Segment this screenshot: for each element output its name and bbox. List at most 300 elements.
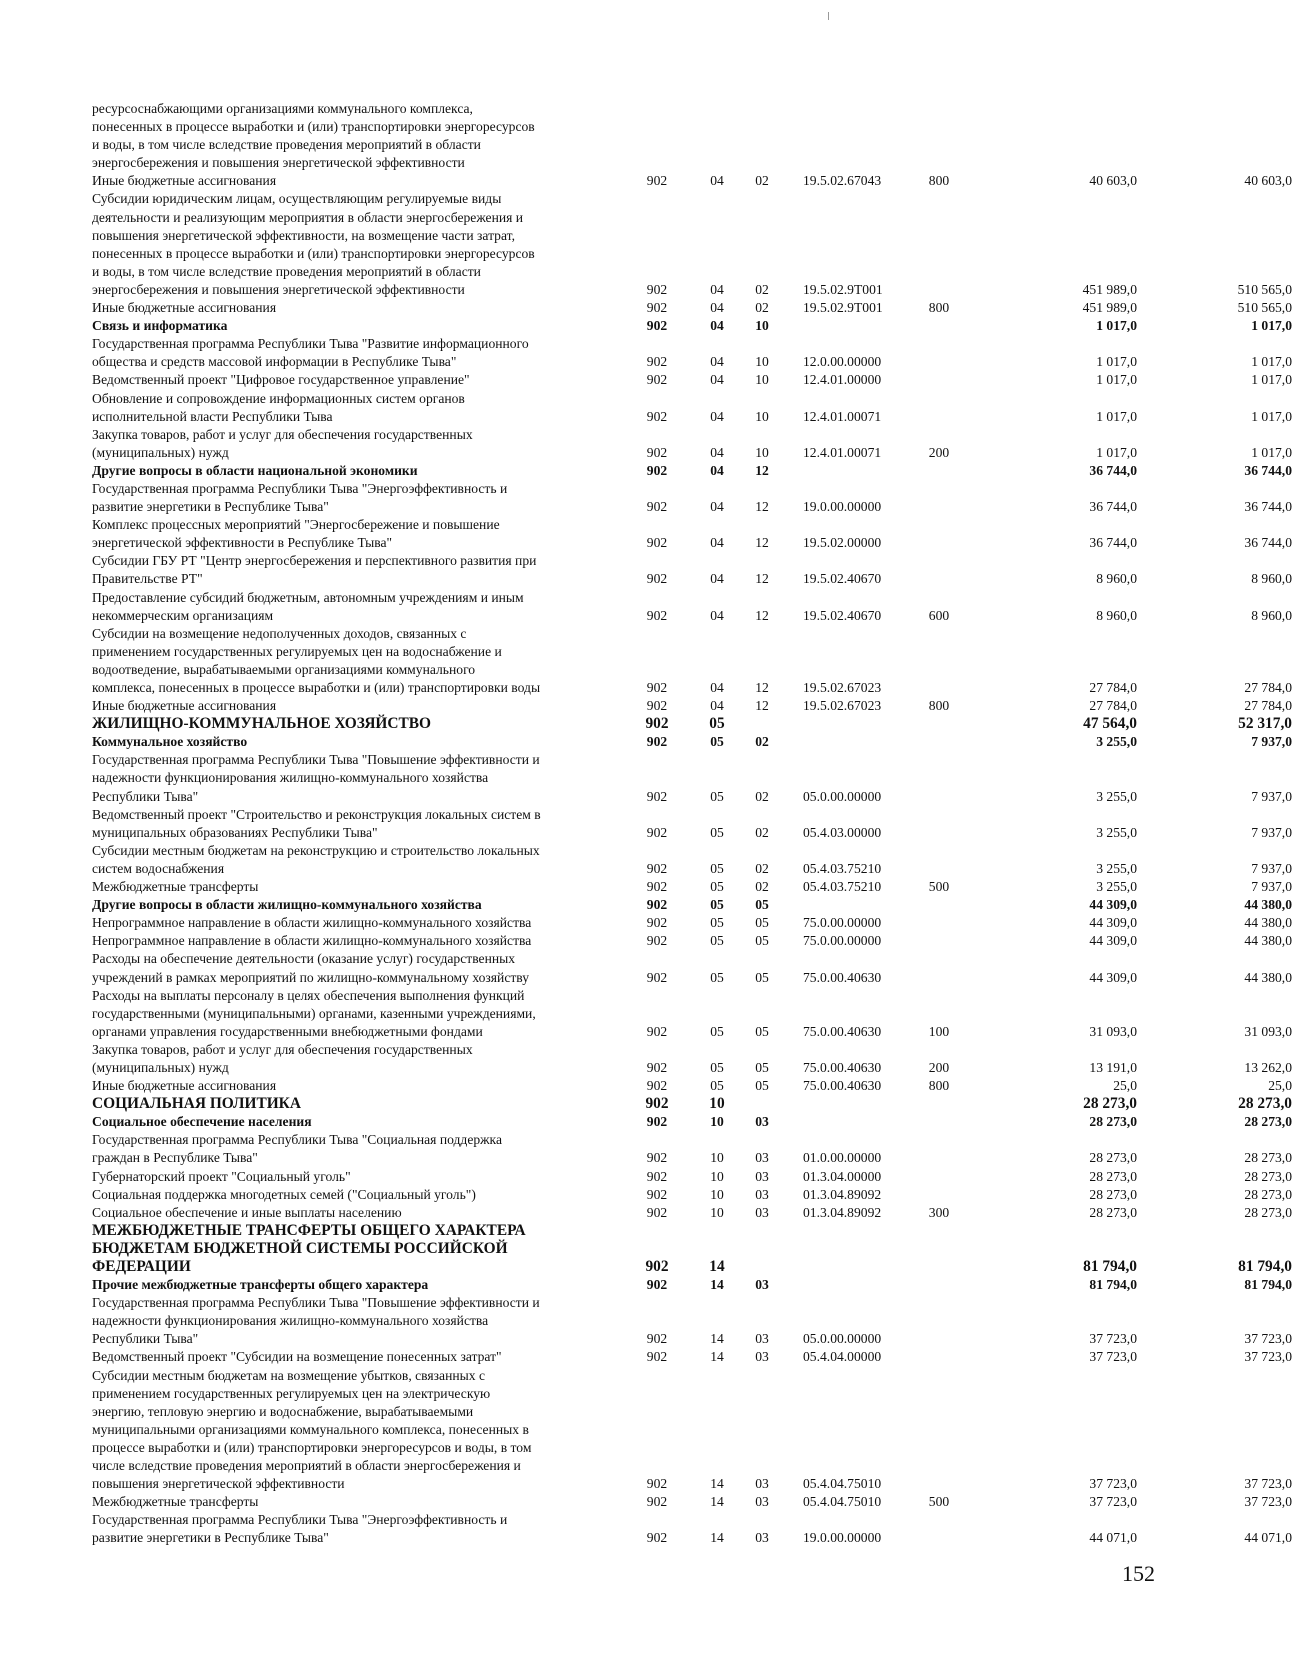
table-row xyxy=(92,932,1292,950)
row-name: Прочие межбюджетные трансферты общего характера xyxy=(92,1277,429,1293)
cell-sum-year-2: 25,0 xyxy=(1268,1078,1292,1094)
cell-sum-year-1: 37 723,0 xyxy=(1089,1349,1137,1365)
row-name: ресурсоснабжающими организациями коммунального комплекса, понесенных в процессе выработки и (или) транспортировки энергоресурсов и воды, в том числе вследствие проведения мероприятий в области энергосбережения и повышения энергетической эффективности xyxy=(92,101,535,171)
cell-target-article: 05.4.04.75010 xyxy=(803,1494,882,1510)
cell-razdel: 05 xyxy=(710,824,724,840)
cell-expense-type: 600 xyxy=(928,607,950,623)
table-row xyxy=(92,1131,1292,1167)
cell-podrazdel: 05 xyxy=(755,1059,769,1075)
cell-sum-year-1: 28 273,0 xyxy=(1089,1114,1137,1130)
cell-razdel: 04 xyxy=(710,462,724,478)
table-row xyxy=(92,1204,1292,1222)
row-name: Иные бюджетные ассигнования xyxy=(92,1078,277,1094)
cell-expense-type: 200 xyxy=(928,444,950,460)
cell-sum-year-1: 44 071,0 xyxy=(1089,1530,1137,1546)
row-name: МЕЖБЮДЖЕТНЫЕ ТРАНСФЕРТЫ ОБЩЕГО ХАРАКТЕРА БЮДЖЕТАМ БЮДЖЕТНОЙ СИСТЕМЫ РОССИЙСКОЙ ФЕДЕРАЦИИ xyxy=(92,1221,526,1275)
cell-razdel: 05 xyxy=(710,969,724,985)
cell-ved: 902 xyxy=(646,535,668,551)
table-row xyxy=(92,426,1292,462)
cell-sum-year-2: 52 317,0 xyxy=(1238,715,1292,733)
cell-sum-year-2: 81 794,0 xyxy=(1238,1258,1292,1275)
cell-sum-year-2: 27 784,0 xyxy=(1244,698,1292,714)
table-row xyxy=(92,1221,1292,1276)
cell-ved: 902 xyxy=(646,1277,668,1293)
cell-podrazdel: 12 xyxy=(755,680,769,695)
cell-sum-year-1: 25,0 xyxy=(1113,1078,1137,1094)
cell-razdel: 04 xyxy=(710,173,724,189)
table-row xyxy=(92,299,1292,317)
table-row xyxy=(92,878,1292,896)
cell-podrazdel: 03 xyxy=(755,1204,769,1220)
scan-mark xyxy=(828,12,829,20)
cell-sum-year-2: 1 017,0 xyxy=(1251,318,1292,334)
cell-target-article: 75.0.00.40630 xyxy=(803,1023,882,1039)
cell-podrazdel: 02 xyxy=(755,824,769,840)
table-row xyxy=(92,987,1292,1041)
table-row xyxy=(92,335,1292,371)
row-name: СОЦИАЛЬНАЯ ПОЛИТИКА xyxy=(92,1095,301,1113)
table-row xyxy=(92,480,1292,516)
cell-razdel: 05 xyxy=(710,897,724,913)
table-row xyxy=(92,1095,1292,1113)
cell-razdel: 05 xyxy=(710,915,724,931)
cell-sum-year-2: 8 960,0 xyxy=(1251,571,1292,587)
cell-sum-year-1: 28 273,0 xyxy=(1089,1168,1137,1184)
cell-target-article: 19.0.00.00000 xyxy=(803,499,882,515)
cell-ved: 902 xyxy=(646,897,668,913)
table-row xyxy=(92,462,1292,480)
cell-sum-year-1: 47 564,0 xyxy=(1083,715,1137,733)
row-name: Предоставление субсидий бюджетным, автономным учреждениям и иным некоммерческим организациям xyxy=(92,589,524,623)
row-name: Межбюджетные трансферты xyxy=(92,879,259,895)
cell-sum-year-1: 36 744,0 xyxy=(1089,499,1137,515)
cell-target-article: 19.5.02.00000 xyxy=(803,535,882,551)
cell-ved: 902 xyxy=(645,715,669,733)
cell-target-article: 12.4.01.00071 xyxy=(803,444,882,460)
row-name: Социальная поддержка многодетных семей ("Социальный уголь") xyxy=(92,1186,476,1202)
table-row xyxy=(92,589,1292,625)
cell-ved: 902 xyxy=(646,300,668,316)
cell-razdel: 04 xyxy=(710,607,724,623)
row-name: Коммунальное хозяйство xyxy=(92,734,248,750)
cell-podrazdel: 03 xyxy=(755,1476,769,1492)
cell-sum-year-1: 1 017,0 xyxy=(1096,444,1137,460)
cell-target-article: 12.0.00.00000 xyxy=(803,354,882,370)
cell-podrazdel: 03 xyxy=(755,1186,769,1202)
row-name: Иные бюджетные ассигнования xyxy=(92,698,277,714)
cell-target-article: 75.0.00.40630 xyxy=(803,1078,882,1094)
cell-sum-year-1: 1 017,0 xyxy=(1096,408,1137,424)
cell-razdel: 14 xyxy=(710,1530,724,1546)
row-name: Губернаторский проект "Социальный уголь" xyxy=(92,1168,351,1184)
cell-ved: 902 xyxy=(646,969,668,985)
cell-sum-year-1: 81 794,0 xyxy=(1089,1277,1137,1293)
cell-ved: 902 xyxy=(646,860,668,876)
cell-ved: 902 xyxy=(646,607,668,623)
cell-ved: 902 xyxy=(646,1168,668,1184)
table-row xyxy=(92,751,1292,805)
cell-ved: 902 xyxy=(646,680,668,695)
cell-target-article: 01.3.04.89092 xyxy=(803,1204,882,1220)
cell-razdel: 05 xyxy=(710,734,724,750)
cell-sum-year-2: 28 273,0 xyxy=(1244,1168,1292,1184)
row-name: Социальное обеспечение и иные выплаты населению xyxy=(92,1204,402,1220)
cell-sum-year-2: 510 565,0 xyxy=(1237,281,1292,297)
row-name: Ведомственный проект "Строительство и реконструкция локальных систем в муниципальных образованиях Республики Тыва" xyxy=(92,806,541,840)
cell-ved: 902 xyxy=(646,354,668,370)
row-name: Комплекс процессных мероприятий "Энергосбережение и повышение энергетической эффективности в Республике Тыва" xyxy=(92,517,500,551)
row-name: Государственная программа Республики Тыва "Развитие информационного общества и средств массовой информации в Республике Тыва" xyxy=(92,336,529,370)
row-name: Социальное обеспечение населения xyxy=(92,1114,312,1130)
table-row xyxy=(92,100,1177,172)
cell-podrazdel: 10 xyxy=(755,372,769,388)
cell-podrazdel: 10 xyxy=(755,408,769,424)
cell-ved: 902 xyxy=(646,1494,668,1510)
cell-sum-year-2: 37 723,0 xyxy=(1244,1331,1292,1347)
cell-target-article: 19.5.02.67023 xyxy=(803,698,882,714)
cell-sum-year-1: 3 255,0 xyxy=(1096,824,1137,840)
cell-target-article: 19.5.02.67023 xyxy=(803,680,882,695)
cell-ved: 902 xyxy=(646,1023,668,1039)
cell-razdel: 14 xyxy=(710,1349,724,1365)
cell-podrazdel: 03 xyxy=(755,1530,769,1546)
cell-podrazdel: 02 xyxy=(755,860,769,876)
table-row xyxy=(92,1367,1292,1494)
table-row xyxy=(92,733,1292,751)
cell-sum-year-2: 28 273,0 xyxy=(1244,1204,1292,1220)
cell-sum-year-2: 7 937,0 xyxy=(1251,788,1292,804)
cell-sum-year-1: 1 017,0 xyxy=(1096,372,1137,388)
cell-podrazdel: 02 xyxy=(755,879,769,895)
cell-sum-year-2: 7 937,0 xyxy=(1251,734,1292,750)
table-row xyxy=(92,625,1292,697)
cell-podrazdel: 05 xyxy=(755,915,769,931)
cell-podrazdel: 10 xyxy=(755,318,769,334)
cell-sum-year-2: 1 017,0 xyxy=(1251,408,1292,424)
row-name: Межбюджетные трансферты xyxy=(92,1494,259,1510)
cell-sum-year-1: 81 794,0 xyxy=(1083,1258,1137,1275)
cell-podrazdel: 12 xyxy=(755,462,769,478)
page-number: 152 xyxy=(1122,1561,1155,1586)
cell-podrazdel: 05 xyxy=(755,1023,769,1039)
table-row xyxy=(92,1276,1292,1294)
cell-sum-year-1: 37 723,0 xyxy=(1089,1494,1137,1510)
cell-target-article: 12.4.01.00000 xyxy=(803,372,882,388)
cell-sum-year-2: 44 380,0 xyxy=(1244,969,1292,985)
row-name: Субсидии местным бюджетам на реконструкцию и строительство локальных систем водоснабжения xyxy=(92,842,540,876)
cell-razdel: 10 xyxy=(710,1150,724,1166)
cell-sum-year-1: 451 989,0 xyxy=(1082,281,1137,297)
cell-podrazdel: 02 xyxy=(755,734,769,750)
cell-podrazdel: 10 xyxy=(755,444,769,460)
cell-expense-type: 300 xyxy=(928,1204,950,1220)
cell-razdel: 04 xyxy=(710,281,724,297)
cell-razdel: 14 xyxy=(710,1331,724,1347)
cell-razdel: 05 xyxy=(710,1059,724,1075)
cell-ved: 902 xyxy=(646,1150,668,1166)
cell-podrazdel: 12 xyxy=(755,571,769,587)
cell-ved: 902 xyxy=(646,933,668,949)
cell-razdel: 14 xyxy=(710,1494,724,1510)
cell-podrazdel: 03 xyxy=(755,1494,769,1510)
cell-ved: 902 xyxy=(646,281,668,297)
cell-sum-year-1: 1 017,0 xyxy=(1096,318,1137,334)
cell-expense-type: 500 xyxy=(928,1494,950,1510)
cell-podrazdel: 02 xyxy=(755,300,769,316)
table-row xyxy=(92,950,1292,986)
table-row xyxy=(92,1493,1292,1511)
cell-sum-year-1: 36 744,0 xyxy=(1089,462,1137,478)
cell-sum-year-2: 1 017,0 xyxy=(1251,444,1292,460)
cell-ved: 902 xyxy=(646,1530,668,1546)
cell-sum-year-2: 28 273,0 xyxy=(1244,1150,1292,1166)
cell-sum-year-2: 36 744,0 xyxy=(1244,499,1292,515)
cell-sum-year-1: 37 723,0 xyxy=(1089,1331,1137,1347)
cell-sum-year-1: 44 309,0 xyxy=(1089,969,1137,985)
cell-razdel: 14 xyxy=(709,1258,725,1275)
row-name: Государственная программа Республики Тыва "Социальная поддержка граждан в Республике Тыва" xyxy=(92,1132,502,1166)
cell-razdel: 04 xyxy=(710,318,724,334)
cell-sum-year-1: 451 989,0 xyxy=(1082,300,1137,316)
table-row xyxy=(92,914,1292,932)
cell-sum-year-2: 7 937,0 xyxy=(1251,824,1292,840)
row-name: Государственная программа Республики Тыва "Повышение эффективности и надежности функционирования жилищно-коммунального хозяйства Республики Тыва" xyxy=(92,752,540,804)
cell-podrazdel: 05 xyxy=(755,933,769,949)
cell-ved: 902 xyxy=(646,1114,668,1130)
cell-podrazdel: 02 xyxy=(755,173,769,189)
cell-ved: 902 xyxy=(646,173,668,189)
cell-ved: 902 xyxy=(646,1204,668,1220)
cell-razdel: 10 xyxy=(710,1204,724,1220)
cell-target-article: 01.0.00.00000 xyxy=(803,1150,882,1166)
cell-expense-type: 800 xyxy=(928,173,950,189)
cell-target-article: 19.0.00.00000 xyxy=(803,1530,882,1546)
cell-podrazdel: 03 xyxy=(755,1349,769,1365)
cell-podrazdel: 10 xyxy=(755,354,769,370)
cell-sum-year-1: 3 255,0 xyxy=(1096,734,1137,750)
cell-sum-year-2: 31 093,0 xyxy=(1244,1023,1292,1039)
cell-sum-year-1: 1 017,0 xyxy=(1096,354,1137,370)
cell-target-article: 19.5.02.40670 xyxy=(803,607,882,623)
cell-podrazdel: 05 xyxy=(755,1078,769,1094)
cell-sum-year-2: 28 273,0 xyxy=(1244,1114,1292,1130)
cell-sum-year-1: 44 309,0 xyxy=(1089,915,1137,931)
cell-expense-type: 800 xyxy=(928,1078,950,1094)
row-name: Другие вопросы в области национальной экономики xyxy=(92,462,418,478)
cell-razdel: 05 xyxy=(710,860,724,876)
cell-sum-year-1: 27 784,0 xyxy=(1089,680,1137,695)
table-row xyxy=(92,715,1292,733)
cell-sum-year-1: 36 744,0 xyxy=(1089,535,1137,551)
row-name: Субсидии ГБУ РТ "Центр энергосбережения и перспективного развития при Правительстве РТ" xyxy=(92,553,537,587)
table-row xyxy=(92,371,1292,389)
cell-razdel: 05 xyxy=(710,933,724,949)
row-name: Закупка товаров, работ и услуг для обеспечения государственных (муниципальных) нужд xyxy=(92,1041,473,1075)
cell-sum-year-2: 37 723,0 xyxy=(1244,1476,1292,1492)
cell-ved: 902 xyxy=(646,734,668,750)
table-row xyxy=(92,172,1292,190)
cell-ved: 902 xyxy=(646,1078,668,1094)
cell-ved: 902 xyxy=(646,444,668,460)
cell-sum-year-1: 3 255,0 xyxy=(1096,788,1137,804)
cell-ved: 902 xyxy=(645,1095,669,1113)
row-name: Расходы на выплаты персоналу в целях обеспечения выполнения функций государственными (муниципальными) органами, казенными учреждениями, органами управления государственными внебюджетными фондами xyxy=(92,987,536,1039)
row-name: Субсидии юридическим лицам, осуществляющим регулируемые виды деятельности и реализующим мероприятия в области энергосбережения и повышения энергетической эффективности, на возмещение части затрат, понесенных в процессе выработки и (или) транспортировки энергоресурсов и воды, в том числе вследствие проведения мероприятий в области энергосбережения и повышения энергетической эффективности xyxy=(92,191,535,297)
cell-podrazdel: 12 xyxy=(755,499,769,515)
cell-razdel: 04 xyxy=(710,680,724,695)
cell-podrazdel: 02 xyxy=(755,281,769,297)
cell-sum-year-2: 36 744,0 xyxy=(1244,462,1292,478)
table-row xyxy=(92,697,1292,715)
cell-sum-year-2: 44 380,0 xyxy=(1244,897,1292,913)
cell-razdel: 04 xyxy=(710,571,724,587)
cell-podrazdel: 03 xyxy=(755,1150,769,1166)
budget-table xyxy=(92,100,1292,1548)
cell-sum-year-1: 37 723,0 xyxy=(1089,1476,1137,1492)
cell-sum-year-1: 31 093,0 xyxy=(1089,1023,1137,1039)
cell-razdel: 14 xyxy=(710,1476,724,1492)
cell-expense-type: 200 xyxy=(928,1059,950,1075)
cell-razdel: 10 xyxy=(710,1168,724,1184)
cell-target-article: 12.4.01.00071 xyxy=(803,408,882,424)
row-name: Непрограммное направление в области жилищно-коммунального хозяйства xyxy=(92,915,532,931)
table-row xyxy=(92,1348,1292,1366)
cell-target-article: 01.3.04.00000 xyxy=(803,1168,882,1184)
cell-podrazdel: 03 xyxy=(755,1277,769,1293)
table-row xyxy=(92,1168,1292,1186)
cell-sum-year-2: 1 017,0 xyxy=(1251,372,1292,388)
cell-ved: 902 xyxy=(646,1186,668,1202)
cell-target-article: 05.4.04.00000 xyxy=(803,1349,882,1365)
cell-podrazdel: 12 xyxy=(755,698,769,714)
row-name: ЖИЛИЩНО-КОММУНАЛЬНОЕ ХОЗЯЙСТВО xyxy=(92,715,432,733)
row-name: Иные бюджетные ассигнования xyxy=(92,300,277,316)
row-name: Субсидии местным бюджетам на возмещение убытков, связанных с применением государственных регулируемых цен на электрическую энергию, тепловую энергию и водоснабжение, вырабатываемыми муниципальными организациями коммунального комплекса, понесенных в процессе выработки и (или) транспортировки энергоресурсов и воды, в том числе вследствие проведения мероприятий в области энергосбережения и повышения энергетической эффективности xyxy=(92,1367,532,1492)
cell-razdel: 04 xyxy=(710,535,724,551)
cell-razdel: 10 xyxy=(709,1095,725,1113)
cell-sum-year-1: 44 309,0 xyxy=(1089,933,1137,949)
table-row xyxy=(92,1077,1292,1095)
cell-target-article: 05.0.00.00000 xyxy=(803,1331,882,1347)
cell-ved: 902 xyxy=(646,499,668,515)
cell-ved: 902 xyxy=(646,824,668,840)
cell-target-article: 75.0.00.40630 xyxy=(803,1059,882,1075)
cell-sum-year-1: 28 273,0 xyxy=(1089,1204,1137,1220)
row-name: Ведомственный проект "Цифровое государственное управление" xyxy=(92,372,470,388)
cell-sum-year-2: 44 071,0 xyxy=(1244,1530,1292,1546)
cell-ved: 902 xyxy=(646,1059,668,1075)
cell-expense-type: 100 xyxy=(928,1023,950,1039)
cell-target-article: 05.4.03.00000 xyxy=(803,824,882,840)
table-row xyxy=(92,516,1292,552)
cell-target-article: 19.5.02.9Т001 xyxy=(803,300,883,316)
cell-target-article: 75.0.00.00000 xyxy=(803,915,882,931)
cell-expense-type: 800 xyxy=(928,300,950,316)
cell-sum-year-1: 8 960,0 xyxy=(1096,571,1137,587)
row-name: Обновление и сопровождение информационных систем органов исполнительной власти Республики Тыва xyxy=(92,390,465,424)
cell-ved: 902 xyxy=(646,698,668,714)
cell-razdel: 05 xyxy=(709,715,725,733)
table-row xyxy=(92,552,1292,588)
cell-sum-year-1: 8 960,0 xyxy=(1096,607,1137,623)
cell-razdel: 04 xyxy=(710,354,724,370)
cell-ved: 902 xyxy=(646,1331,668,1347)
table-row xyxy=(92,317,1292,335)
cell-ved: 902 xyxy=(646,372,668,388)
cell-sum-year-1: 44 309,0 xyxy=(1089,897,1137,913)
cell-expense-type: 800 xyxy=(928,698,950,714)
cell-sum-year-1: 28 273,0 xyxy=(1089,1150,1137,1166)
cell-target-article: 19.5.02.9Т001 xyxy=(803,281,883,297)
cell-sum-year-2: 81 794,0 xyxy=(1244,1277,1292,1293)
cell-sum-year-2: 13 262,0 xyxy=(1244,1059,1292,1075)
cell-razdel: 04 xyxy=(710,499,724,515)
row-name: Расходы на обеспечение деятельности (оказание услуг) государственных учреждений в рамках мероприятий по жилищно-коммунальному хозяйству xyxy=(92,951,530,985)
cell-ved: 902 xyxy=(646,915,668,931)
cell-sum-year-1: 13 191,0 xyxy=(1089,1059,1137,1075)
cell-podrazdel: 05 xyxy=(755,897,769,913)
cell-ved: 902 xyxy=(646,318,668,334)
cell-sum-year-2: 8 960,0 xyxy=(1251,607,1292,623)
cell-podrazdel: 03 xyxy=(755,1168,769,1184)
cell-target-article: 05.4.04.75010 xyxy=(803,1476,882,1492)
cell-sum-year-2: 44 380,0 xyxy=(1244,915,1292,931)
table-row xyxy=(92,842,1292,878)
cell-ved: 902 xyxy=(646,408,668,424)
cell-podrazdel: 12 xyxy=(755,607,769,623)
cell-sum-year-2: 510 565,0 xyxy=(1237,300,1292,316)
cell-ved: 902 xyxy=(646,788,668,804)
table-row xyxy=(92,1041,1292,1077)
cell-razdel: 04 xyxy=(710,444,724,460)
table-row xyxy=(92,806,1292,842)
cell-sum-year-1: 3 255,0 xyxy=(1096,879,1137,895)
row-name: Другие вопросы в области жилищно-коммунального хозяйства xyxy=(92,897,482,913)
cell-sum-year-1: 40 603,0 xyxy=(1089,173,1137,189)
cell-podrazdel: 03 xyxy=(755,1331,769,1347)
cell-target-article: 19.5.02.67043 xyxy=(803,173,882,189)
cell-ved: 902 xyxy=(645,1258,669,1275)
row-name: Государственная программа Республики Тыва "Повышение эффективности и надежности функционирования жилищно-коммунального хозяйства Республики Тыва" xyxy=(92,1295,540,1347)
cell-razdel: 05 xyxy=(710,788,724,804)
cell-razdel: 05 xyxy=(710,1078,724,1094)
cell-sum-year-2: 1 017,0 xyxy=(1251,354,1292,370)
cell-podrazdel: 02 xyxy=(755,788,769,804)
row-name: Непрограммное направление в области жилищно-коммунального хозяйства xyxy=(92,933,532,949)
cell-sum-year-2: 7 937,0 xyxy=(1251,879,1292,895)
table-row xyxy=(92,1186,1292,1204)
cell-sum-year-2: 28 273,0 xyxy=(1244,1186,1292,1202)
row-name: Связь и информатика xyxy=(92,318,228,334)
cell-ved: 902 xyxy=(646,1349,668,1365)
cell-podrazdel: 12 xyxy=(755,535,769,551)
cell-ved: 902 xyxy=(646,571,668,587)
cell-sum-year-2: 44 380,0 xyxy=(1244,933,1292,949)
cell-sum-year-2: 28 273,0 xyxy=(1238,1095,1292,1113)
cell-razdel: 04 xyxy=(710,408,724,424)
cell-razdel: 05 xyxy=(710,1023,724,1039)
cell-target-article: 75.0.00.00000 xyxy=(803,933,882,949)
table-row xyxy=(92,1511,1292,1547)
cell-target-article: 05.4.03.75210 xyxy=(803,860,882,876)
cell-podrazdel: 05 xyxy=(755,969,769,985)
table-row xyxy=(92,190,1292,299)
row-name: Ведомственный проект "Субсидии на возмещение понесенных затрат" xyxy=(92,1349,502,1365)
cell-sum-year-1: 28 273,0 xyxy=(1089,1186,1137,1202)
row-name: Государственная программа Республики Тыва "Энергоэффективность и развитие энергетики в Республике Тыва" xyxy=(92,1512,508,1546)
cell-sum-year-2: 7 937,0 xyxy=(1251,860,1292,876)
cell-target-article: 01.3.04.89092 xyxy=(803,1186,882,1202)
